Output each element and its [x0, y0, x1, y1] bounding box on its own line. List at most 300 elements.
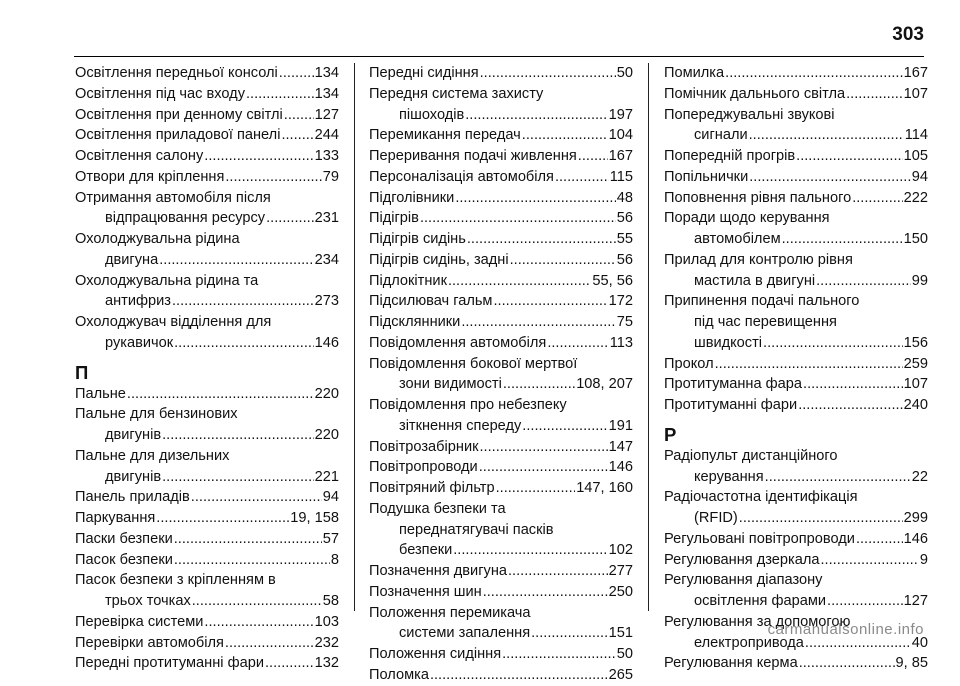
entry-term: Освітлення при денному світлі — [75, 106, 283, 123]
entry-term: Підігрів — [369, 210, 419, 227]
index-entry-line — [75, 633, 339, 654]
entry-term: Радіопульт дистанційного — [664, 447, 838, 464]
index-entry-line — [75, 250, 339, 271]
index-entry-line — [664, 395, 928, 416]
index-entry — [664, 250, 928, 292]
page-reference: 240 — [903, 397, 928, 413]
entry-term: Помічник дальнього світла — [664, 85, 846, 102]
entry-term: пішоходів — [399, 106, 465, 123]
entry-term: Охолоджувальна рідина та — [75, 272, 259, 289]
entry-term: зони видимості — [399, 376, 502, 393]
index-entry — [369, 229, 633, 250]
index-entry — [75, 633, 339, 654]
dot-leader — [266, 208, 314, 229]
index-entry-line — [664, 63, 928, 84]
index-entry-line — [369, 561, 633, 582]
index-entry — [75, 612, 339, 633]
entry-term: Підсилювач гальм — [369, 293, 493, 310]
entry-term: сигнали — [694, 127, 748, 144]
dot-leader — [420, 208, 616, 229]
index-entry — [664, 550, 928, 571]
index-entry — [369, 333, 633, 354]
page-reference: 220 — [314, 385, 339, 402]
index-entry — [75, 146, 339, 167]
index-entry — [369, 188, 633, 209]
entry-term: Регулювання за допомогою — [664, 613, 851, 630]
index-entry — [369, 437, 633, 458]
entry-term: двигуна — [105, 251, 159, 268]
index-entry-line — [75, 591, 339, 612]
index-entry — [369, 312, 633, 333]
index-entry-line — [75, 312, 339, 333]
entry-term: Перевірки автомобіля — [75, 634, 224, 651]
dot-leader — [453, 540, 607, 561]
entry-term: Протитуманна фара — [664, 376, 803, 393]
dot-leader — [510, 250, 616, 271]
entry-term: автомобілем — [694, 231, 781, 247]
page-reference: 55, 56 — [592, 272, 633, 289]
entry-term: переднатягувачі пасків — [399, 521, 554, 538]
entry-term: Помилка — [664, 65, 725, 81]
page-reference: 259 — [903, 355, 928, 372]
index-entry-line — [75, 229, 339, 250]
entry-term: Положення сидіння — [369, 646, 502, 662]
index-entry-line — [369, 291, 633, 312]
entry-term: Припинення подачі пального — [664, 293, 860, 310]
page-reference: 172 — [608, 293, 633, 310]
index-entry — [369, 84, 633, 126]
page-reference: 50 — [616, 65, 633, 81]
index-entry-line — [369, 582, 633, 603]
index-entry-line — [369, 437, 633, 458]
page-reference: 79 — [322, 168, 339, 185]
entry-term: Підігрів сидінь, задні — [369, 251, 509, 268]
index-entry — [75, 229, 339, 271]
index-entry — [369, 478, 633, 499]
entry-term: Передні сидіння — [369, 65, 479, 81]
page-reference: 146 — [608, 459, 633, 476]
index-entry — [664, 146, 928, 167]
page-reference: 147, 160 — [576, 480, 633, 496]
entry-term: Паркування — [75, 510, 156, 526]
index-entry — [369, 644, 633, 665]
page-reference: 167 — [608, 148, 633, 164]
entry-term: рукавичок — [105, 334, 174, 351]
page-reference: 150 — [903, 231, 928, 247]
dot-leader — [796, 146, 903, 167]
watermark: carmanualsonline.info — [767, 621, 924, 638]
index-entry-line — [664, 291, 928, 312]
column-divider — [648, 63, 649, 611]
dot-leader — [725, 63, 903, 84]
page-reference: 234 — [314, 251, 339, 268]
entry-term: Освітлення приладової панелі — [75, 127, 281, 144]
index-entry-line — [664, 550, 928, 571]
entry-term: Освітлення передньої консолі — [75, 65, 278, 81]
column-divider — [354, 63, 355, 611]
index-entry-line — [664, 467, 928, 488]
index-entry-line — [369, 665, 633, 686]
entry-term: Охолоджувач відділення для — [75, 314, 272, 330]
index-entry-line — [664, 374, 928, 395]
index-entry-line — [369, 333, 633, 354]
index-entry — [664, 105, 928, 147]
entry-term: Прилад для контролю рівня — [664, 251, 853, 268]
index-entry — [369, 208, 633, 229]
entry-term: Переривання подачі живлення — [369, 148, 577, 164]
index-entry-line — [75, 487, 339, 508]
page-reference: 222 — [903, 189, 928, 206]
page-reference: 167 — [903, 65, 928, 81]
dot-leader — [430, 665, 608, 686]
entry-term: зіткнення спереду — [399, 417, 522, 434]
dot-leader — [284, 105, 314, 126]
dot-leader — [799, 653, 895, 674]
page-reference: 221 — [314, 468, 339, 485]
index-entry — [369, 582, 633, 603]
index-entry — [75, 271, 339, 313]
index-entry-line — [369, 167, 633, 188]
index-entry — [75, 550, 339, 571]
index-entry-line — [664, 84, 928, 105]
dot-leader — [246, 84, 314, 105]
page-reference: 113 — [609, 334, 633, 351]
index-entry — [664, 374, 928, 395]
index-entry-line — [664, 312, 928, 333]
index-entry — [664, 354, 928, 375]
index-entry — [369, 603, 633, 645]
index-column-2 — [369, 63, 633, 686]
page-reference: 104 — [608, 127, 633, 144]
index-entry-line — [369, 63, 633, 84]
dot-leader — [803, 374, 903, 395]
index-entry-line — [75, 105, 339, 126]
entry-term: Регулювання дзеркала — [664, 551, 820, 568]
index-entry-line — [75, 291, 339, 312]
index-entry — [369, 395, 633, 437]
index-entry-line — [369, 105, 633, 126]
index-entry-line — [664, 653, 928, 674]
index-entry-line — [369, 623, 633, 644]
dot-leader — [279, 63, 314, 84]
index-entry — [369, 561, 633, 582]
dot-leader — [503, 374, 575, 395]
dot-leader — [739, 508, 903, 529]
page-reference: 244 — [314, 127, 339, 144]
entry-term: Положення перемикача — [369, 604, 531, 621]
index-entry — [369, 167, 633, 188]
index-entry-line — [369, 644, 633, 665]
entry-term: мастила в двигуні — [694, 272, 816, 289]
header-rule — [74, 56, 924, 57]
page-reference: 132 — [314, 655, 339, 672]
dot-leader — [465, 105, 607, 126]
index-entry — [75, 105, 339, 126]
index-entry-line — [75, 425, 339, 446]
entry-term: Пальне — [75, 385, 126, 402]
index-entry-line — [664, 508, 928, 529]
index-entry — [75, 167, 339, 188]
index-entry-line — [369, 603, 633, 624]
page-reference: 277 — [608, 563, 633, 579]
dot-leader — [225, 167, 321, 188]
page-reference: 107 — [903, 85, 928, 102]
entry-term: Передня система захисту — [369, 85, 544, 102]
index-entry-line — [75, 570, 339, 591]
page-number: 303 — [892, 24, 924, 45]
entry-term: Повітрозабірник — [369, 438, 479, 455]
dot-leader — [204, 612, 313, 633]
page-reference: 127 — [903, 593, 928, 609]
page-reference: 94 — [911, 168, 928, 185]
entry-term: Повітропроводи — [369, 459, 478, 476]
page-reference: 55 — [616, 231, 633, 247]
index-entry-line — [664, 271, 928, 292]
entry-term: Позначення двигуна — [369, 563, 507, 579]
page-reference: 22 — [911, 468, 928, 485]
index-entry — [75, 188, 339, 230]
index-entry — [75, 404, 339, 446]
page-reference: 102 — [608, 542, 633, 559]
page-reference: 134 — [314, 65, 339, 81]
index-entry-line — [75, 125, 339, 146]
entry-term: Регульовані повітропроводи — [664, 530, 855, 547]
index-entry-line — [75, 550, 339, 571]
page-reference: 147 — [608, 438, 633, 455]
entry-term: Попереджувальні звукові — [664, 106, 835, 123]
dot-leader — [547, 333, 608, 354]
entry-term: Поломка — [369, 666, 429, 683]
dot-leader — [496, 478, 576, 499]
dot-leader — [798, 395, 902, 416]
entry-term: освітлення фарами — [694, 593, 827, 609]
entry-term: Повідомлення бокової мертвої — [369, 355, 578, 372]
entry-term: Освітлення салону — [75, 148, 204, 164]
index-entry-line — [369, 208, 633, 229]
page-reference: 75 — [616, 314, 633, 330]
dot-leader — [555, 167, 609, 188]
page-reference: 57 — [322, 530, 339, 547]
dot-leader — [820, 550, 918, 571]
page-reference: 232 — [314, 634, 339, 651]
dot-leader — [448, 271, 591, 292]
dot-leader — [162, 425, 314, 446]
index-entry-line — [369, 146, 633, 167]
page-reference: 146 — [903, 530, 928, 547]
index-entry-line — [369, 478, 633, 499]
index-entry — [369, 146, 633, 167]
index-entry-line — [369, 457, 633, 478]
index-entry — [664, 63, 928, 84]
dot-leader — [502, 644, 616, 665]
page-reference: 50 — [616, 646, 633, 662]
dot-leader — [174, 529, 322, 550]
index-entry — [75, 63, 339, 84]
index-entry-line — [75, 167, 339, 188]
index-entry — [369, 457, 633, 478]
dot-leader — [461, 312, 615, 333]
index-column-3 — [664, 63, 928, 674]
index-entry — [664, 167, 928, 188]
index-entry — [664, 529, 928, 550]
index-entry-line — [75, 446, 339, 467]
entry-term: відпрацювання ресурсу — [105, 210, 266, 227]
dot-leader — [159, 250, 313, 271]
index-entry-line — [664, 146, 928, 167]
entry-term: трьох точках — [105, 593, 191, 609]
index-entry-line — [369, 499, 633, 520]
entry-term: Отвори для кріплення — [75, 168, 225, 185]
dot-leader — [765, 467, 911, 488]
entry-term: Передні протитуманні фари — [75, 655, 264, 672]
entry-term: Поповнення рівня пального — [664, 189, 852, 206]
entry-term: Персоналізація автомобіля — [369, 168, 554, 185]
index-entry — [369, 354, 633, 396]
index-entry-line — [369, 416, 633, 437]
index-entry — [75, 570, 339, 612]
dot-leader — [856, 529, 903, 550]
index-entry — [664, 208, 928, 250]
index-entry — [75, 84, 339, 105]
page-reference: 146 — [314, 334, 339, 351]
dot-leader — [782, 229, 903, 250]
index-entry — [369, 291, 633, 312]
dot-leader — [508, 561, 608, 582]
index-entry-line — [664, 208, 928, 229]
entry-term: Пасок безпеки — [75, 551, 173, 568]
page-reference: 48 — [616, 189, 633, 206]
dot-leader — [204, 146, 313, 167]
page-reference: 107 — [903, 376, 928, 393]
index-entry-line — [369, 229, 633, 250]
index-entry — [75, 312, 339, 354]
index-entry — [75, 384, 339, 405]
page-reference: 151 — [608, 625, 633, 642]
index-entry-line — [75, 188, 339, 209]
entry-term: Позначення шин — [369, 583, 482, 600]
entry-term: Підігрів сидінь — [369, 231, 466, 247]
index-entry — [75, 446, 339, 488]
entry-term: Попередній прогрів — [664, 148, 796, 164]
dot-leader — [531, 623, 608, 644]
entry-term: безпеки — [399, 542, 453, 559]
index-entry — [369, 271, 633, 292]
entry-term: двигунів — [105, 427, 162, 443]
page-reference: 134 — [314, 85, 339, 102]
dot-leader — [522, 125, 608, 146]
page-reference: 115 — [609, 168, 633, 185]
page-reference: 19, 158 — [290, 510, 339, 526]
index-entry-line — [369, 354, 633, 375]
index-entry — [664, 84, 928, 105]
entry-term: керування — [694, 468, 764, 485]
page-reference: 220 — [314, 427, 339, 443]
dot-leader — [846, 84, 903, 105]
dot-leader — [162, 467, 314, 488]
index-entry-line — [369, 125, 633, 146]
page-reference: 58 — [322, 593, 339, 609]
index-entry-line — [664, 591, 928, 612]
entry-term: Панель приладів — [75, 489, 190, 506]
page-reference: 40 — [911, 634, 928, 651]
page-reference: 133 — [314, 148, 339, 164]
entry-term: Пальне для бензинових — [75, 406, 238, 423]
section-letter: Р — [664, 423, 677, 445]
dot-leader — [191, 487, 322, 508]
index-entry-line — [75, 508, 339, 529]
page-reference: 114 — [904, 127, 928, 144]
index-entry-line — [664, 487, 928, 508]
dot-leader — [483, 582, 608, 603]
page-reference: 103 — [314, 613, 339, 630]
index-entry-line — [664, 125, 928, 146]
dot-leader — [479, 457, 608, 478]
index-entry — [664, 487, 928, 529]
entry-term: Повідомлення про небезпеку — [369, 397, 567, 413]
entry-term: двигунів — [105, 468, 162, 485]
index-entry-line — [664, 446, 928, 467]
dot-leader — [816, 271, 911, 292]
page-reference: 8 — [330, 551, 339, 568]
entry-term: швидкості — [694, 334, 763, 351]
page-reference: 231 — [314, 210, 339, 227]
dot-leader — [763, 333, 903, 354]
entry-term: Протитуманні фари — [664, 397, 798, 413]
index-entry — [664, 570, 928, 612]
page-reference: 108, 207 — [576, 376, 633, 393]
section-letter: П — [75, 361, 89, 383]
index-entry-line — [75, 63, 339, 84]
page-reference: 9 — [919, 551, 928, 568]
index-entry — [75, 487, 339, 508]
dot-leader — [172, 291, 314, 312]
entry-term: Регулювання діапазону — [664, 572, 823, 589]
entry-term: Підлокітник — [369, 272, 447, 289]
index-entry-line — [75, 404, 339, 425]
dot-leader — [715, 354, 903, 375]
dot-leader — [522, 416, 607, 437]
page-reference: 299 — [903, 510, 928, 526]
entry-term: Поради щодо керування — [664, 210, 830, 227]
page-reference: 273 — [314, 293, 339, 310]
index-entry-line — [75, 467, 339, 488]
entry-term: Пальне для дизельних — [75, 447, 230, 464]
index-entry-line — [75, 84, 339, 105]
index-entry-line — [75, 208, 339, 229]
index-entry-line — [369, 271, 633, 292]
index-entry-line — [664, 354, 928, 375]
index-entry-line — [369, 312, 633, 333]
dot-leader — [127, 384, 314, 405]
dot-leader — [749, 167, 911, 188]
index-entry-line — [75, 612, 339, 633]
index-entry-line — [369, 540, 633, 561]
entry-term: Радіочастотна ідентифікація — [664, 489, 858, 506]
entry-term: Паски безпеки — [75, 530, 173, 547]
page-reference: 105 — [903, 148, 928, 164]
dot-leader — [493, 291, 607, 312]
index-entry-line — [664, 333, 928, 354]
dot-leader — [578, 146, 608, 167]
entry-term: Подушка безпеки та — [369, 500, 506, 517]
entry-term: під час перевищення — [694, 314, 837, 330]
index-entry-line — [664, 529, 928, 550]
index-entry-line — [664, 229, 928, 250]
dot-leader — [174, 333, 314, 354]
dot-leader — [192, 591, 322, 612]
index-entry — [75, 653, 339, 674]
index-entry — [369, 250, 633, 271]
